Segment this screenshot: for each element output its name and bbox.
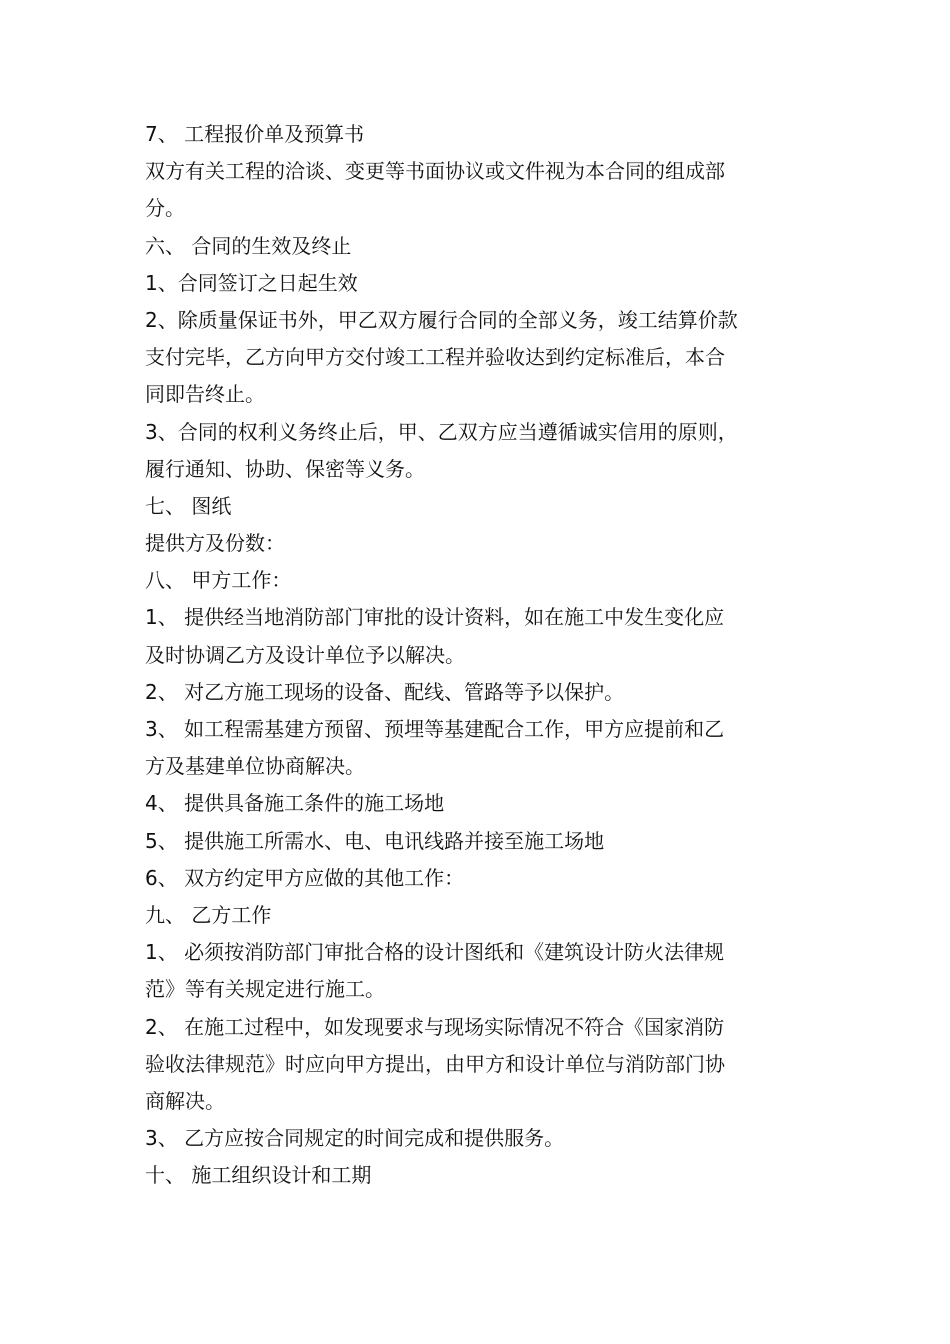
section-heading: 七、 图纸 bbox=[145, 493, 232, 518]
text-line: 2、 在施工过程中，如发现要求与现场实际情况不符合《国家消防 bbox=[145, 1014, 725, 1039]
text-line: 及时协调乙方及设计单位予以解决。 bbox=[145, 642, 465, 667]
text-line: 商解决。 bbox=[145, 1088, 225, 1113]
text-line: 2、 对乙方施工现场的设备、配线、管路等予以保护。 bbox=[145, 679, 625, 704]
text-line: 同即告终止。 bbox=[145, 382, 265, 407]
text-line: 1、合同签订之日起生效 bbox=[145, 270, 358, 295]
text-line: 1、 必须按消防部门审批合格的设计图纸和《建筑设计防火法律规 bbox=[145, 940, 725, 965]
text-line: 5、 提供施工所需水、电、电讯线路并接至施工场地 bbox=[145, 828, 605, 853]
text-line: 提供方及份数： bbox=[145, 531, 285, 556]
text-line: 2、除质量保证书外，甲乙双方履行合同的全部义务，竣工结算价款 bbox=[145, 307, 738, 332]
text-line: 3、 乙方应按合同规定的时间完成和提供服务。 bbox=[145, 1126, 565, 1151]
text-line: 双方有关工程的洽谈、变更等书面协议或文件视为本合同的组成部 bbox=[145, 159, 725, 184]
text-line: 7、 工程报价单及预算书 bbox=[145, 122, 365, 146]
text-line: 方及基建单位协商解决。 bbox=[145, 754, 365, 779]
section-heading: 六、 合同的生效及终止 bbox=[145, 233, 352, 258]
document-body bbox=[145, 116, 810, 1194]
section-heading: 八、 甲方工作： bbox=[145, 568, 292, 593]
section-heading: 九、 乙方工作 bbox=[145, 902, 272, 927]
text-line: 6、 双方约定甲方应做的其他工作： bbox=[145, 865, 465, 890]
text-line: 履行通知、协助、保密等义务。 bbox=[145, 456, 425, 481]
text-line: 范》等有关规定进行施工。 bbox=[145, 977, 385, 1002]
text-line: 3、 如工程需基建方预留、预埋等基建配合工作，甲方应提前和乙 bbox=[145, 717, 725, 741]
text-line: 分。 bbox=[145, 196, 185, 221]
text-line: 支付完毕，乙方向甲方交付竣工工程并验收达到约定标准后，本合 bbox=[145, 345, 725, 370]
text-line: 4、 提供具备施工条件的施工场地 bbox=[145, 791, 445, 816]
section-heading: 十、 施工组织设计和工期 bbox=[145, 1163, 372, 1188]
text-line: 3、合同的权利义务终止后，甲、乙双方应当遵循诚实信用的原则， bbox=[145, 419, 738, 444]
text-line: 验收法律规范》时应向甲方提出，由甲方和设计单位与消防部门协 bbox=[145, 1051, 725, 1076]
text-line: 1、 提供经当地消防部门审批的设计资料，如在施工中发生变化应 bbox=[145, 605, 725, 630]
